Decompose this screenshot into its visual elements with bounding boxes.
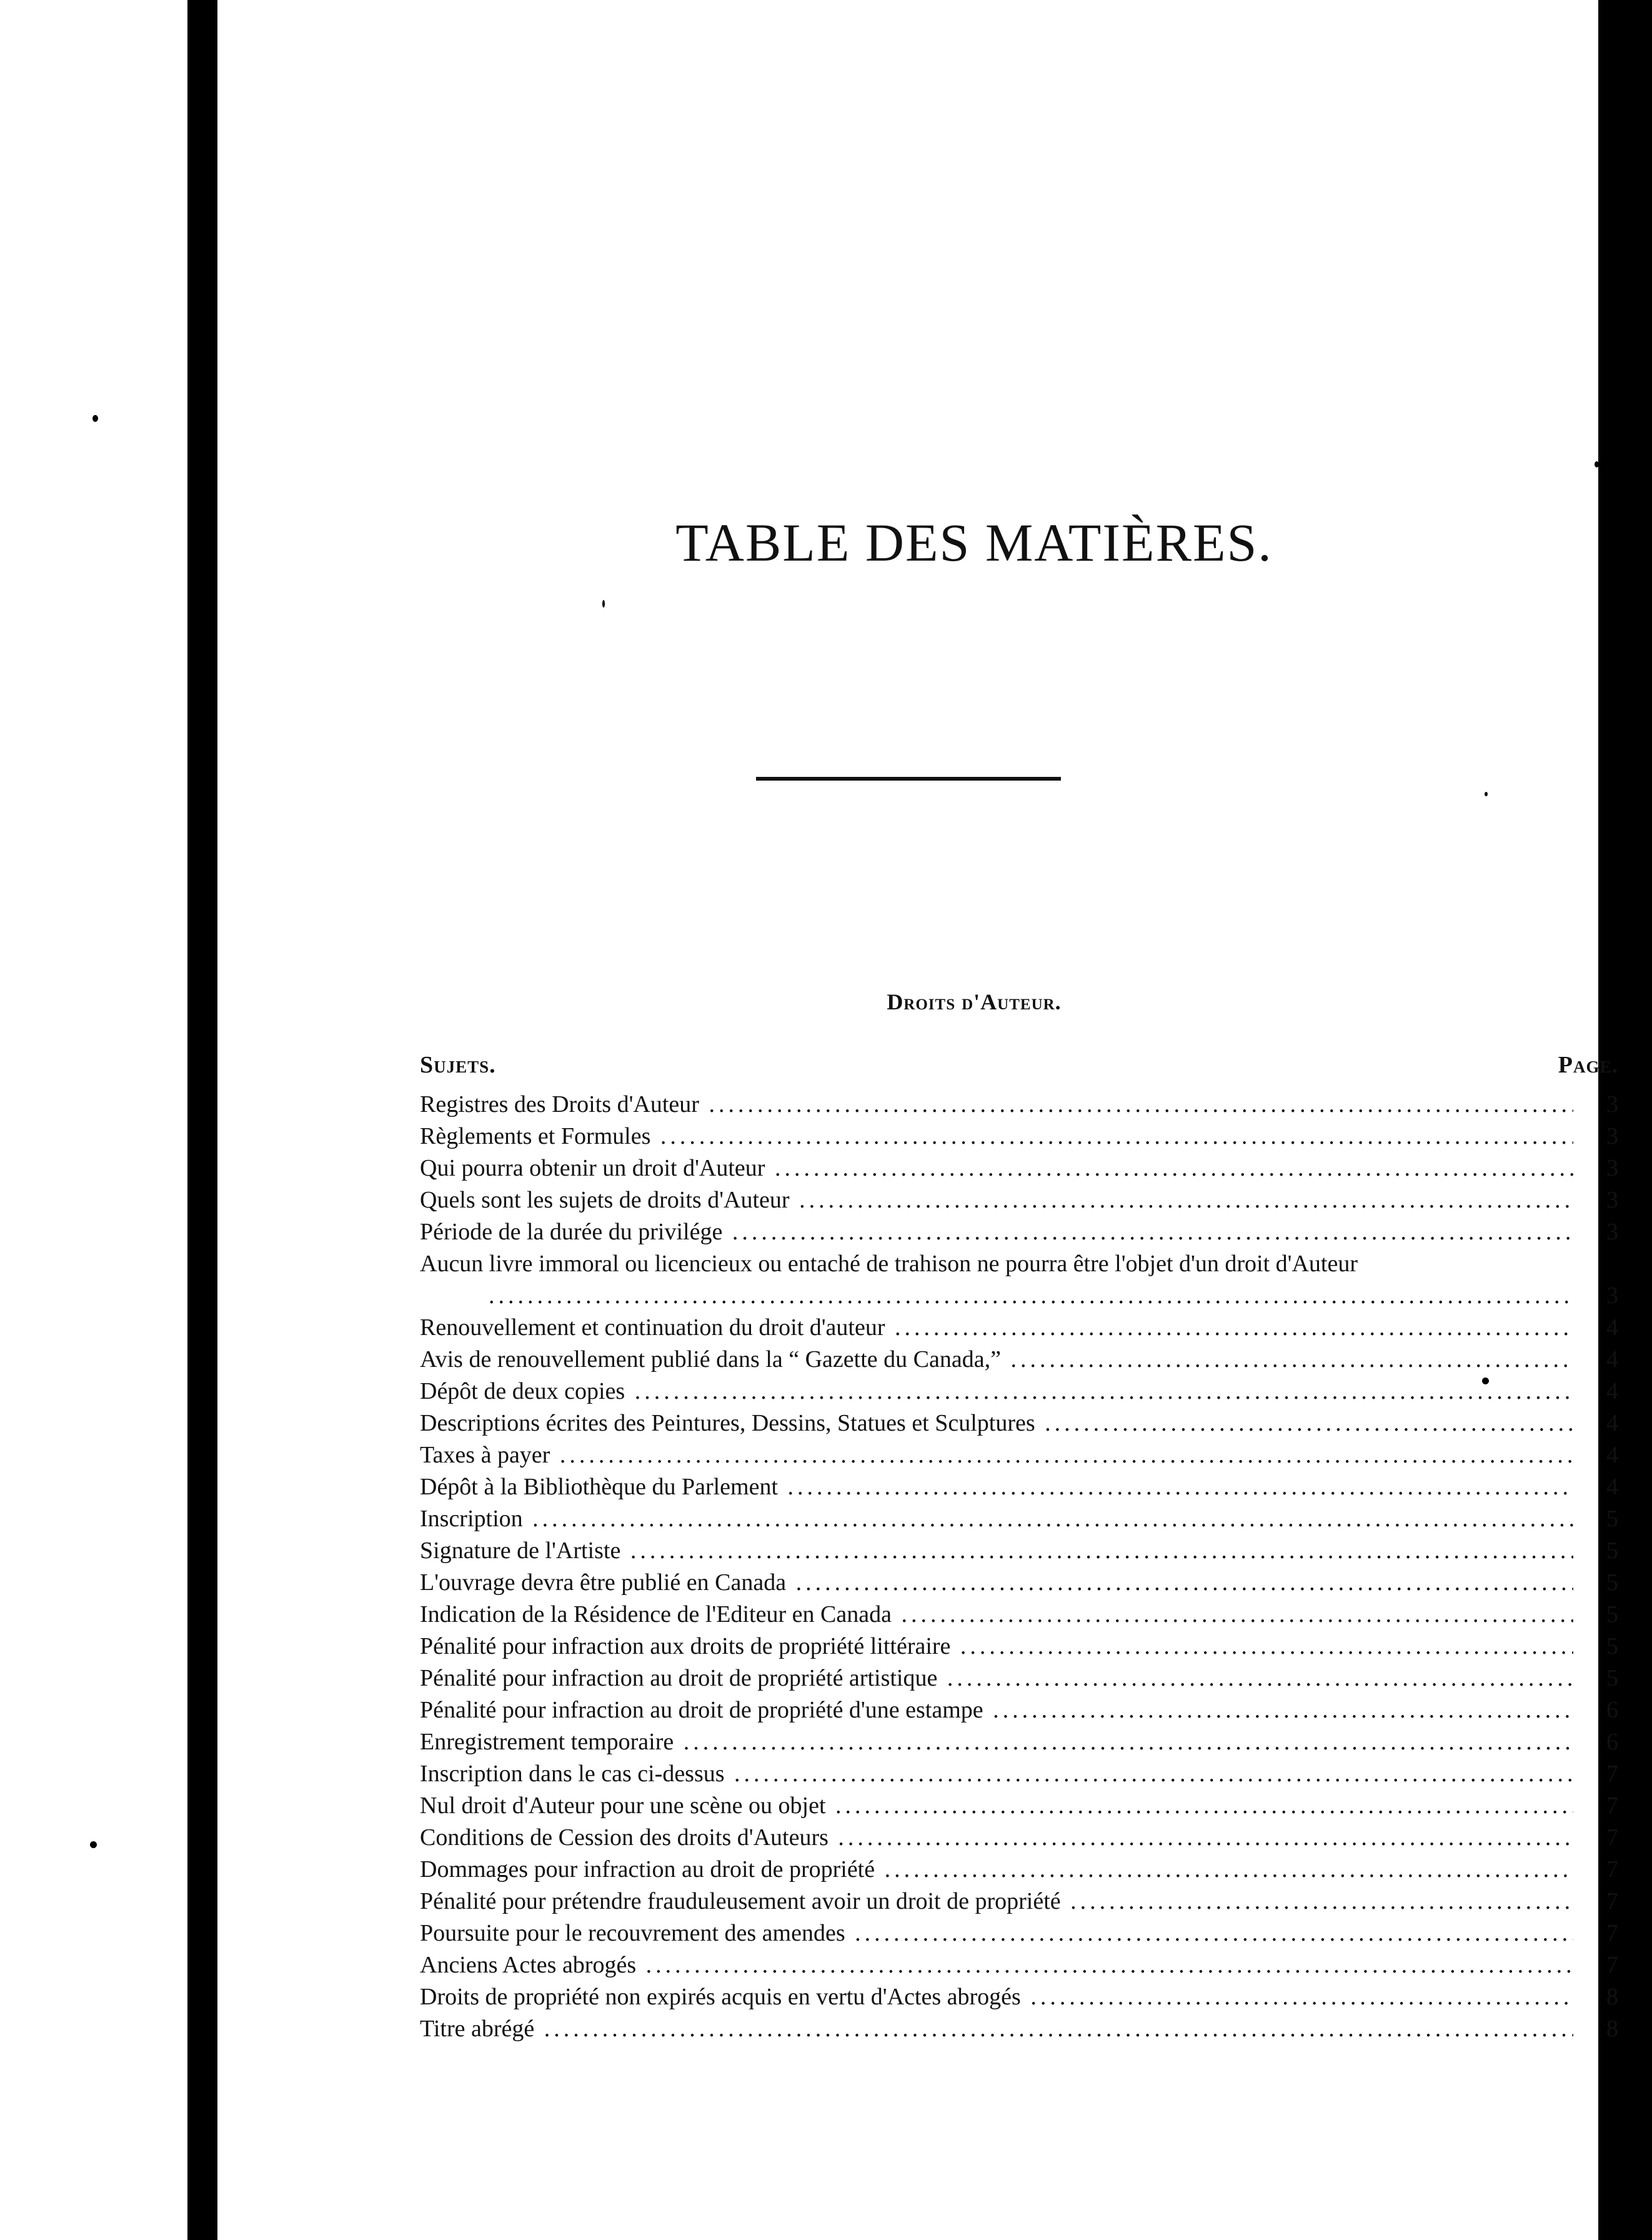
toc-entry-page-number: 4 bbox=[1606, 1474, 1618, 1500]
toc-entry bbox=[420, 1503, 1618, 1535]
toc-entry bbox=[420, 1758, 1618, 1790]
toc-entry-page-number: 7 bbox=[1606, 1888, 1618, 1914]
toc-entry-page-number: 4 bbox=[1606, 1314, 1618, 1341]
title-rule bbox=[756, 777, 1061, 781]
toc-entry bbox=[420, 1662, 1618, 1694]
toc-entry bbox=[420, 1567, 1618, 1599]
toc-entry-title: Poursuite pour le recouvrement des amendes ..... bbox=[420, 1918, 1573, 1949]
left-page-edge bbox=[0, 0, 187, 2240]
toc-entry bbox=[420, 1344, 1618, 1376]
ink-speck bbox=[90, 1841, 97, 1848]
toc-entry bbox=[420, 1822, 1618, 1854]
toc-entry-page-number: 5 bbox=[1606, 1538, 1618, 1564]
toc-entry-title: Conditions de Cession des droits d'Auteurs ..... bbox=[420, 1822, 1573, 1854]
toc-entry-title: Règlements et Formules ..... bbox=[420, 1121, 1573, 1152]
document-page bbox=[217, 0, 1618, 2240]
toc-entry bbox=[420, 1121, 1618, 1152]
toc-entry-page-number: 3 bbox=[1606, 1091, 1618, 1118]
toc-entry bbox=[420, 1471, 1618, 1503]
toc-entry-title: Pénalité pour infraction au droit de propriété d'une estampe ..... bbox=[420, 1694, 1573, 1726]
toc-entry-page-number: 7 bbox=[1606, 1824, 1618, 1851]
toc-entry-title: Pénalité pour infraction au droit de propriété artistique ..... bbox=[420, 1662, 1573, 1694]
toc-entry bbox=[420, 1694, 1618, 1726]
toc-entry bbox=[420, 1184, 1618, 1216]
toc-entry-title: Dépôt à la Bibliothèque du Parlement ..... bbox=[420, 1471, 1573, 1503]
toc-entry bbox=[420, 1918, 1618, 1949]
toc-entry-title: Inscription dans le cas ci-dessus ..... bbox=[420, 1758, 1573, 1790]
toc-entry-title: Registres des Droits d'Auteur ..... bbox=[420, 1089, 1573, 1121]
toc-entry-page-number: 5 bbox=[1606, 1506, 1618, 1532]
toc-entry-title: Signature de l'Artiste ..... bbox=[420, 1535, 1573, 1567]
toc-entry bbox=[420, 1152, 1618, 1184]
toc-entry-page-number: 6 bbox=[1606, 1697, 1618, 1723]
toc-entry-title: Titre abrégé ..... bbox=[420, 2013, 1573, 2045]
toc-entry-page-number: 5 bbox=[1606, 1569, 1618, 1596]
toc-entry bbox=[420, 1631, 1618, 1662]
toc-entry bbox=[420, 1439, 1618, 1471]
subjects-column-header: Sujets. bbox=[420, 1052, 496, 1078]
toc-entry-title: Droits de propriété non expirés acquis en vertu d'Actes abrogés ..... bbox=[420, 1981, 1573, 2013]
toc-entry bbox=[420, 1949, 1618, 1981]
toc-entry bbox=[420, 1376, 1618, 1408]
toc-entry-title: Pénalité pour infraction aux droits de propriété littéraire ..... bbox=[420, 1631, 1573, 1662]
book-gutter bbox=[187, 0, 217, 2240]
toc-entry-title: Quels sont les sujets de droits d'Auteur ..... bbox=[420, 1184, 1573, 1216]
toc-entry bbox=[420, 1408, 1618, 1439]
toc-entry-page-number: 8 bbox=[1606, 2016, 1618, 2042]
ink-speck bbox=[602, 600, 605, 608]
page-title: TABLE DES MATIÈRES. bbox=[675, 512, 1273, 572]
toc-entry-page-number: 4 bbox=[1606, 1346, 1618, 1372]
toc-entry-page-number: 5 bbox=[1606, 1665, 1618, 1691]
table-of-contents bbox=[420, 1051, 1618, 2045]
toc-column-headers bbox=[420, 1051, 1618, 1089]
toc-entry-title: Enregistrement temporaire ..... bbox=[420, 1726, 1573, 1758]
toc-entry bbox=[420, 1790, 1618, 1822]
toc-entry bbox=[420, 1854, 1618, 1886]
toc-entry-page-number: 7 bbox=[1606, 1856, 1618, 1882]
toc-entries bbox=[420, 1089, 1618, 2045]
toc-entry-page-number: 4 bbox=[1606, 1410, 1618, 1436]
toc-entry bbox=[420, 1535, 1618, 1567]
toc-entry-title: Descriptions écrites des Peintures, Dessins, Statues et Sculptures ..... bbox=[420, 1408, 1573, 1439]
ink-speck bbox=[1485, 792, 1488, 796]
toc-entry bbox=[420, 1089, 1618, 1121]
ink-speck bbox=[1595, 461, 1599, 468]
toc-entry-title: Pénalité pour prétendre frauduleusement avoir un droit de propriété ..... bbox=[420, 1886, 1573, 1918]
toc-entry-page-number: 4 bbox=[1606, 1442, 1618, 1468]
toc-entry-title: Renouvellement et continuation du droit d'auteur ..... bbox=[420, 1312, 1573, 1344]
ink-speck bbox=[92, 415, 98, 422]
toc-entry-page-number: 6 bbox=[1606, 1729, 1618, 1755]
toc-entry-page-number: 7 bbox=[1606, 1792, 1618, 1819]
toc-entry-title: Anciens Actes abrogés ..... bbox=[420, 1949, 1573, 1981]
toc-entry-title: L'ouvrage devra être publié en Canada ..... bbox=[420, 1567, 1573, 1599]
toc-entry bbox=[420, 2013, 1618, 2045]
toc-entry bbox=[420, 1248, 1618, 1312]
toc-entry-page-number: 7 bbox=[1606, 1920, 1618, 1946]
toc-entry-page-number: 8 bbox=[1606, 1984, 1618, 2010]
toc-entry-title: Taxes à payer ..... bbox=[420, 1439, 1573, 1471]
toc-entry-page-number: 3 bbox=[1606, 1282, 1618, 1309]
toc-entry-page-number: 3 bbox=[1606, 1123, 1618, 1149]
toc-entry-title: Dépôt de deux copies ..... bbox=[420, 1376, 1573, 1408]
toc-entry-page-number: 3 bbox=[1606, 1155, 1618, 1181]
toc-entry-title: Nul droit d'Auteur pour une scène ou objet ..... bbox=[420, 1790, 1573, 1822]
toc-entry-page-number: 7 bbox=[1606, 1952, 1618, 1978]
page-column-header: Page. bbox=[1558, 1052, 1618, 1078]
toc-entry-title: Aucun livre immoral ou licencieux ou entaché de trahison ne pourra être l'objet d'un droit d'Auteur ..... bbox=[420, 1248, 1573, 1312]
toc-entry-title: Inscription ..... bbox=[420, 1503, 1573, 1535]
section-heading: Droits d'Auteur. bbox=[887, 989, 1062, 1014]
toc-entry-page-number: 5 bbox=[1606, 1633, 1618, 1659]
toc-entry bbox=[420, 1216, 1618, 1248]
toc-entry bbox=[420, 1312, 1618, 1344]
toc-entry-page-number: 5 bbox=[1606, 1601, 1618, 1628]
toc-entry-page-number: 3 bbox=[1606, 1219, 1618, 1245]
toc-entry-title: Qui pourra obtenir un droit d'Auteur ..... bbox=[420, 1152, 1573, 1184]
toc-entry bbox=[420, 1726, 1618, 1758]
toc-entry bbox=[420, 1981, 1618, 2013]
toc-entry-title: Période de la durée du privilége ..... bbox=[420, 1216, 1573, 1248]
toc-entry-page-number: 7 bbox=[1606, 1761, 1618, 1787]
toc-entry bbox=[420, 1599, 1618, 1631]
toc-entry bbox=[420, 1886, 1618, 1918]
toc-entry-page-number: 3 bbox=[1606, 1187, 1618, 1213]
toc-entry-title: Indication de la Résidence de l'Editeur en Canada ..... bbox=[420, 1599, 1573, 1631]
toc-entry-title: Dommages pour infraction au droit de propriété ..... bbox=[420, 1854, 1573, 1886]
toc-entry-page-number: 4 bbox=[1606, 1378, 1618, 1404]
toc-entry-title: Avis de renouvellement publié dans la “ Gazette du Canada,” ..... bbox=[420, 1344, 1573, 1376]
